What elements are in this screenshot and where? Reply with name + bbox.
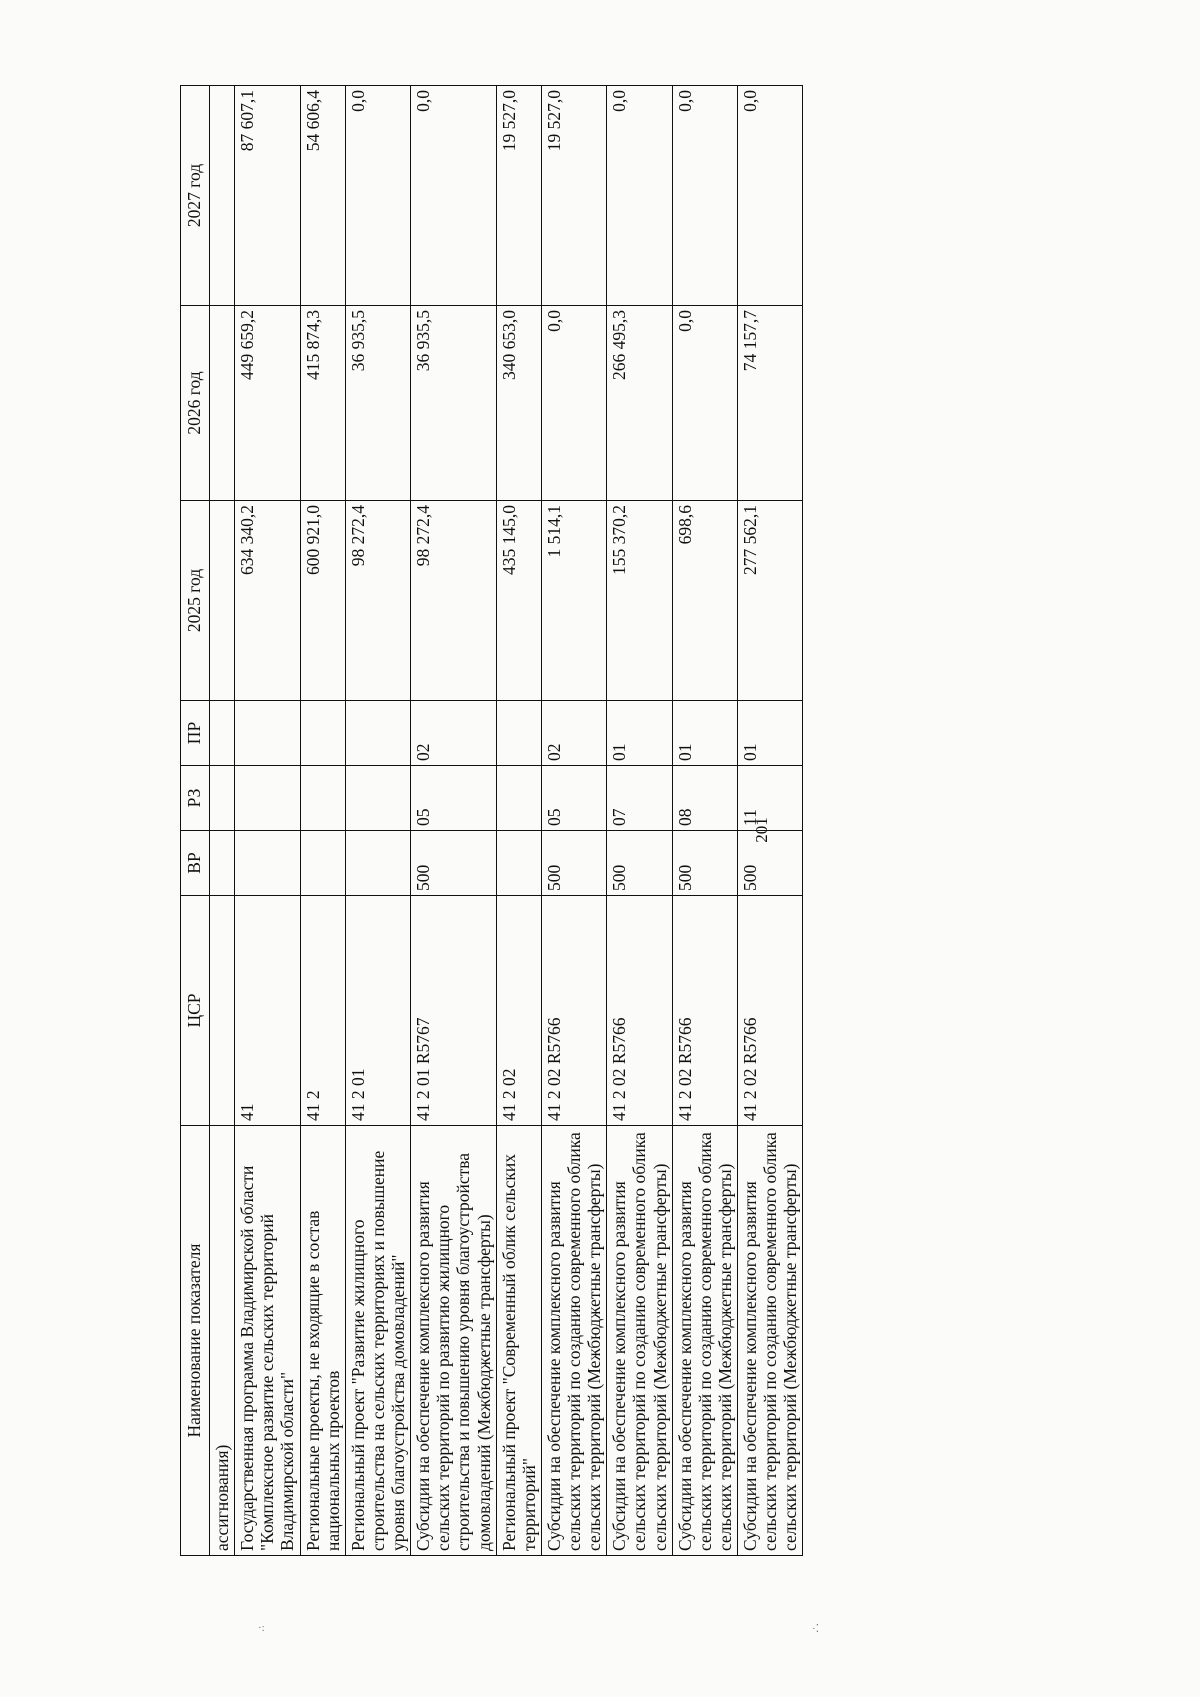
cell-rz: 05 [541,766,606,831]
cell-pr: 01 [672,701,737,766]
cell-y2027: 0,0 [738,86,803,306]
cell-name: Субсидии на обеспечение комплексного развития сельских территорий по созданию современного облика сельских территорий (Межбюджетные трансферты) [672,1126,737,1556]
cell-pr [345,701,410,766]
rotated-table-container [180,86,1200,1556]
table-row [345,86,410,1556]
cell-y2025: 698,6 [672,501,737,701]
cell-name: Субсидии на обеспечение комплексного развития сельских территорий по развитию жилищного строительства и повышению уровня благоустройства домовладений (Межбюджетные трансферты) [411,1126,497,1556]
cell-y2025: 98 272,4 [411,501,497,701]
page-number: 201 [752,817,771,843]
cell-csr: 41 2 01 [345,896,410,1126]
cell-name: Региональные проекты, не входящие в состав национальных проектов [300,1126,345,1556]
table-row [235,86,300,1556]
table-row [541,86,606,1556]
table-row [300,86,345,1556]
cell-y2027: 0,0 [411,86,497,306]
cell-y2025: 277 562,1 [738,501,803,701]
cell-y2027: 0,0 [345,86,410,306]
cell-y2025: 600 921,0 [300,501,345,701]
cell-rz [496,766,541,831]
header-rz: РЗ [181,766,210,831]
table-body [210,86,803,1556]
cell-y2026: 449 659,2 [235,306,300,501]
cell-y2027: 0,0 [672,86,737,306]
header-vr: ВР [181,831,210,896]
header-csr: ЦСР [181,896,210,1126]
table-row [411,86,497,1556]
cell-vr: 500 [672,831,737,896]
cell-vr [345,831,410,896]
scan-speck: ·: [258,1622,265,1634]
budget-table [180,85,803,1556]
header-2027: 2027 год [181,86,210,306]
cell-name: Субсидии на обеспечение комплексного развития сельских территорий по созданию современного облика сельских территорий (Межбюджетные трансферты) [541,1126,606,1556]
cell-y2026: 0,0 [672,306,737,501]
cell-csr: 41 2 02 [496,896,541,1126]
cell-name: Государственная программа Владимирской области "Комплексное развитие сельских территорий Владимирской области" [235,1126,300,1556]
cell-y2026: 36 935,5 [411,306,497,501]
cell-y2027: 0,0 [607,86,672,306]
cell-csr: 41 [235,896,300,1126]
cell-y2026: 266 495,3 [607,306,672,501]
header-pr: ПР [181,701,210,766]
cell-y2026: 74 157,7 [738,306,803,501]
cell-rz [300,766,345,831]
cell-y2025: 435 145,0 [496,501,541,701]
cell-rz: 07 [607,766,672,831]
cell-y2026: 36 935,5 [345,306,410,501]
table-row [607,86,672,1556]
cell-rz [235,766,300,831]
continuation-text: ассигнования) [210,1126,235,1556]
cell-y2025: 1 514,1 [541,501,606,701]
cell-pr [235,701,300,766]
continuation-row [210,86,235,1556]
cell-y2027: 87 607,1 [235,86,300,306]
cell-pr [300,701,345,766]
cell-rz [345,766,410,831]
cell-y2027: 19 527,0 [541,86,606,306]
cell-vr [235,831,300,896]
cell-pr [496,701,541,766]
table-row [672,86,737,1556]
cell-y2027: 54 606,4 [300,86,345,306]
cell-y2026: 415 874,3 [300,306,345,501]
cell-csr: 41 2 01 R5767 [411,896,497,1126]
cell-vr [300,831,345,896]
cell-y2026: 340 653,0 [496,306,541,501]
cell-csr: 41 2 02 R5766 [541,896,606,1126]
cell-name: Субсидии на обеспечение комплексного развития сельских территорий по созданию современного облика сельских территорий (Межбюджетные трансферты) [607,1126,672,1556]
table-row [496,86,541,1556]
cell-rz: 05 [411,766,497,831]
cell-vr: 500 [738,831,803,896]
cell-csr: 41 2 02 R5766 [672,896,737,1126]
cell-csr: 41 2 02 R5766 [738,896,803,1126]
cell-name: Региональный проект "Развитие жилищного строительства на сельских территориях и повышение уровня благоустройства домовладений" [345,1126,410,1556]
cell-y2025: 98 272,4 [345,501,410,701]
cell-y2026: 0,0 [541,306,606,501]
header-2025: 2025 год [181,501,210,701]
cell-csr: 41 2 02 R5766 [607,896,672,1126]
cell-vr: 500 [541,831,606,896]
cell-vr [496,831,541,896]
cell-pr: 01 [607,701,672,766]
cell-pr: 02 [411,701,497,766]
cell-vr: 500 [607,831,672,896]
cell-y2025: 634 340,2 [235,501,300,701]
header-2026: 2026 год [181,306,210,501]
cell-rz: 11 [738,766,803,831]
cell-vr: 500 [411,831,497,896]
cell-csr: 41 2 [300,896,345,1126]
cell-y2025: 155 370,2 [607,501,672,701]
cell-y2027: 19 527,0 [496,86,541,306]
table-row [738,86,803,1556]
table-header-row [181,86,210,1556]
cell-pr: 01 [738,701,803,766]
cell-rz: 08 [672,766,737,831]
header-name: Наименование показателя [181,1126,210,1556]
cell-pr: 02 [541,701,606,766]
scan-speck: ·⁚ [812,1623,820,1635]
cell-name: Региональный проект "Современный облик сельских территорий" [496,1126,541,1556]
cell-name: Субсидии на обеспечение комплексного развития сельских территорий по созданию современного облика сельских территорий (Межбюджетные трансферты) [738,1126,803,1556]
